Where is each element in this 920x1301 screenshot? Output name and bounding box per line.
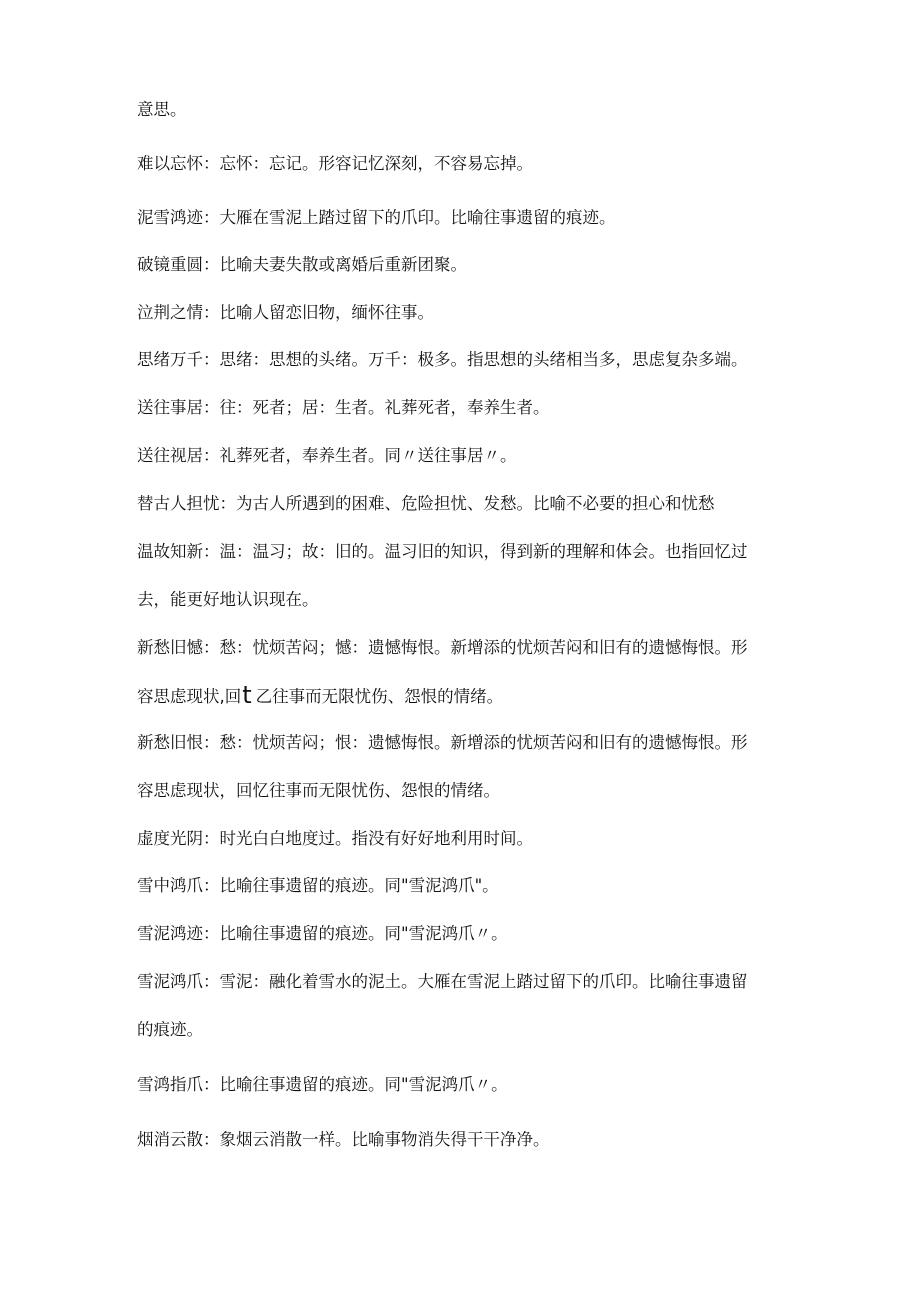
text-line: 的痕迹。 bbox=[137, 1020, 203, 1039]
text-line: 难以忘怀：忘怀：忘记。形容记忆深刻，不容易忘掉。 bbox=[137, 154, 533, 173]
text-line: 新愁旧憾：愁：忧烦苦闷；憾：遗憾悔恨。新增添的忧烦苦闷和旧有的遗憾悔恨。形 bbox=[137, 638, 748, 657]
text-line: 雪中鸿爪：比喻往事遗留的痕迹。同"雪泥鸿爪"。 bbox=[137, 876, 499, 895]
text-line: 替古人担忧：为古人所遇到的困难、危险担忧、发愁。比喻不必要的担心和忧愁 bbox=[137, 494, 715, 513]
text-line: 泥雪鸿迹：大雁在雪泥上踏过留下的爪印。比喻往事遗留的痕迹。 bbox=[137, 208, 616, 227]
text-line: 烟消云散：象烟云消散一样。比喻事物消失得干干净净。 bbox=[137, 1130, 550, 1149]
text-segment-large-t: t bbox=[242, 681, 252, 709]
text-line: 雪泥鸿迹：比喻往事遗留的痕迹。同"雪泥鸿爪〃。 bbox=[137, 924, 508, 943]
text-line: 送往事居：往：死者；居：生者。礼葬死者，奉养生者。 bbox=[137, 398, 550, 417]
text-line: 雪鸿指爪：比喻往事遗留的痕迹。同"雪泥鸿爪〃。 bbox=[137, 1075, 508, 1094]
text-line bbox=[137, 681, 787, 709]
text-line: 虚度光阴：时光白白地度过。指没有好好地利用时间。 bbox=[137, 829, 533, 848]
text-segment: 乙往事而无限忧伤、怨恨的情绪。 bbox=[255, 687, 504, 706]
text-line: 泣荆之情：比喻人留恋旧物，缅怀往事。 bbox=[137, 303, 434, 322]
text-line: 新愁旧恨：愁：忧烦苦闷；恨：遗憾悔恨。新增添的忧烦苦闷和旧有的遗憾悔恨。形 bbox=[137, 733, 748, 752]
text-segment: 容思虑现状,回 bbox=[137, 687, 242, 706]
text-line: 去，能更好地认识现在。 bbox=[137, 590, 319, 609]
text-line: 雪泥鸿爪：雪泥：融化着雪水的泥土。大雁在雪泥上踏过留下的爪印。比喻往事遗留 bbox=[137, 972, 748, 991]
text-line: 送往视居：礼葬死者，奉养生者。同〃送往事居〃。 bbox=[137, 446, 517, 465]
text-line: 破镜重圆：比喻夫妻失散或离婚后重新团聚。 bbox=[137, 255, 467, 274]
text-line: 意思。 bbox=[137, 100, 187, 119]
text-line: 容思虑现状，回忆往事而无限忧伤、怨恨的情绪。 bbox=[137, 781, 500, 800]
text-line: 思绪万千：思绪：思想的头绪。万千：极多。指思想的头绪相当多，思虑复杂多端。 bbox=[137, 350, 748, 369]
text-line: 温故知新：温：温习；故：旧的。温习旧的知识，得到新的理解和体会。也指回忆过 bbox=[137, 542, 748, 561]
